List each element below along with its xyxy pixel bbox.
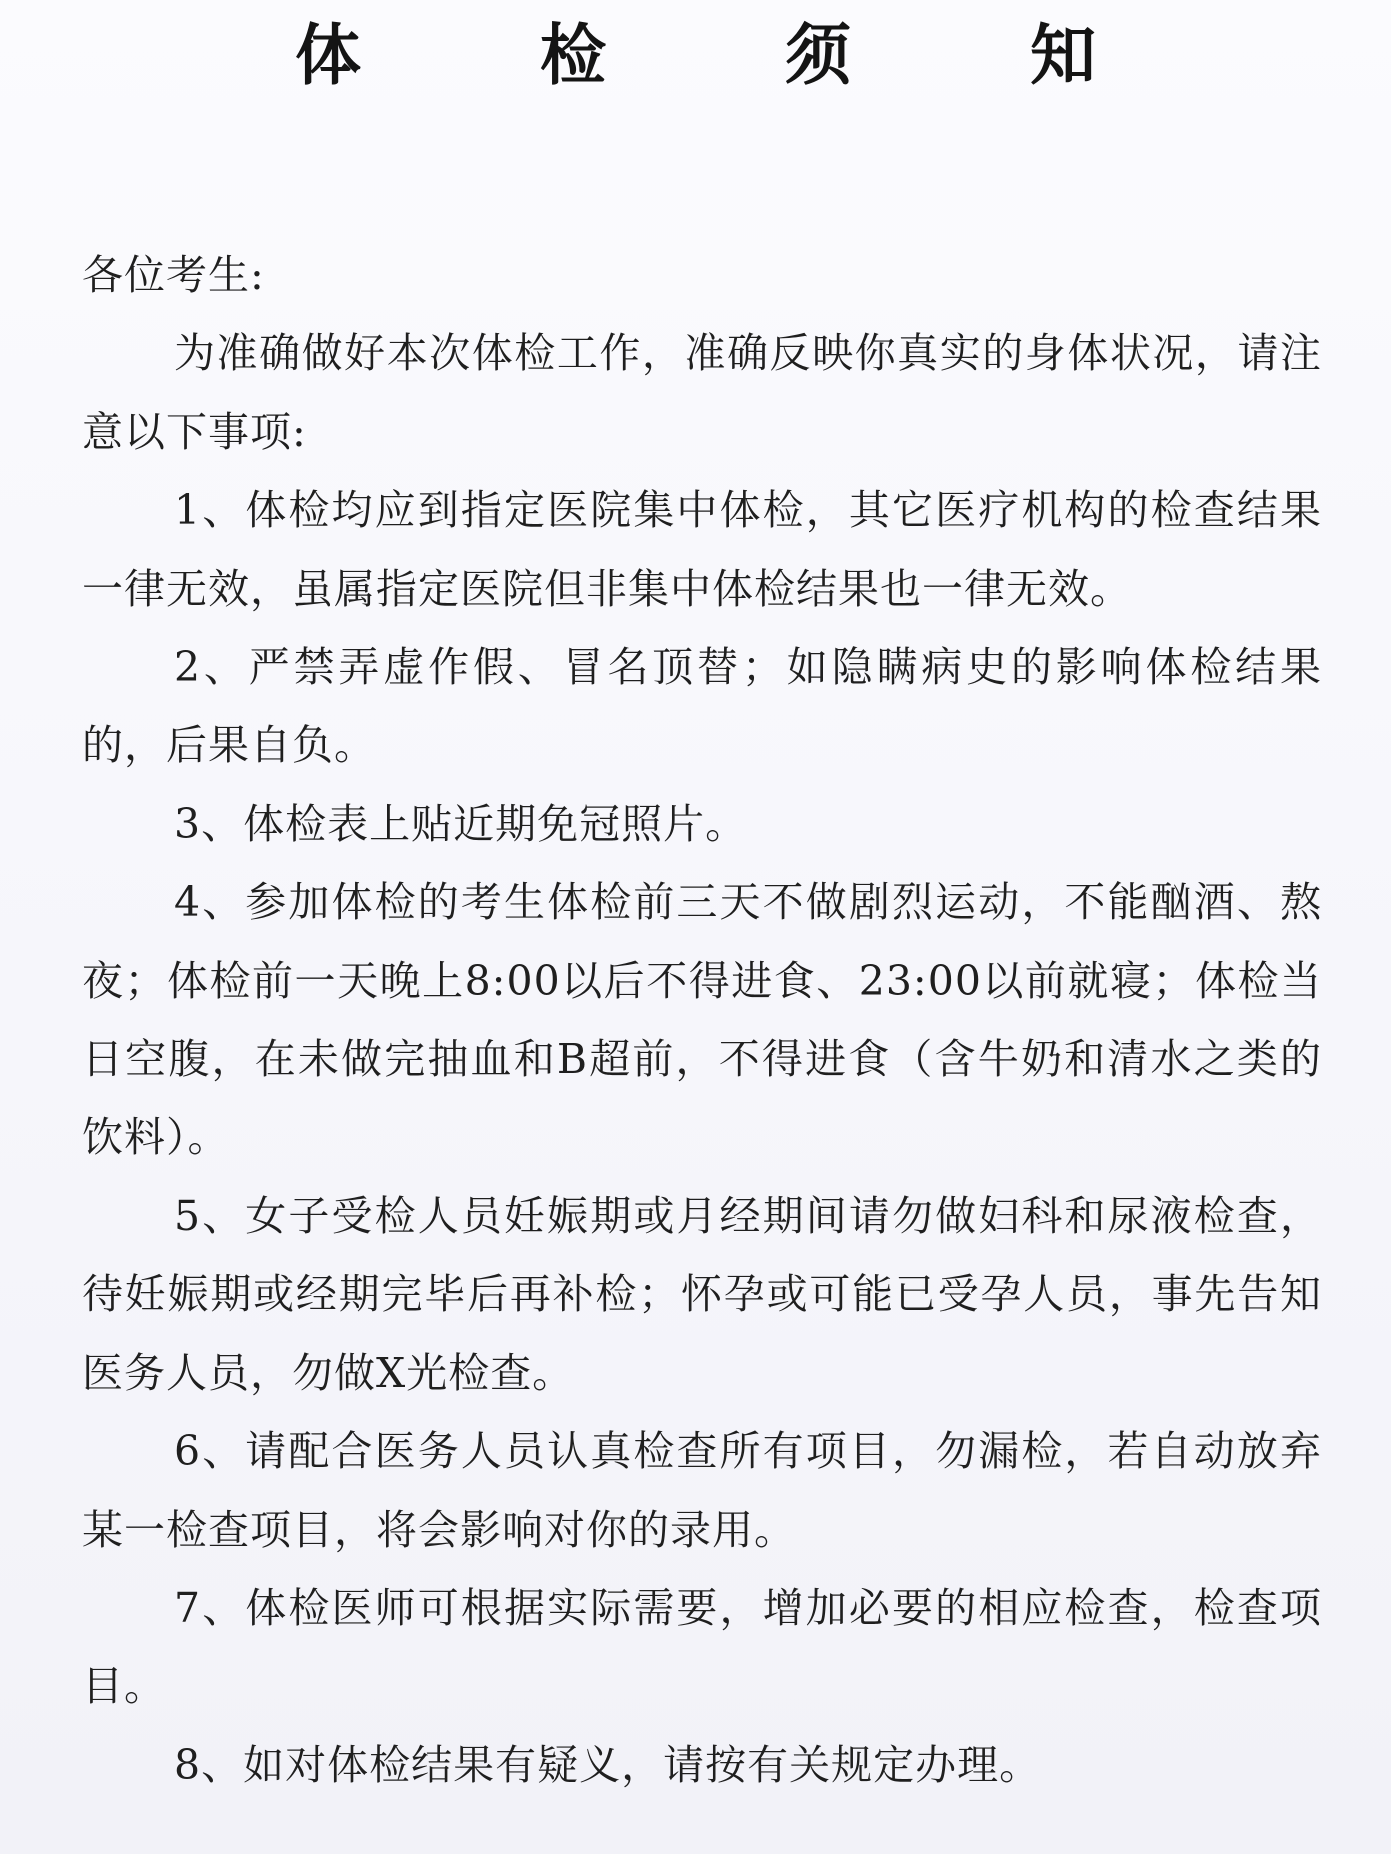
- notice-item-7: 7、体检医师可根据实际需要，增加必要的相应检查，检查项目。: [82, 1583, 1322, 1711]
- salutation: 各位考生:: [82, 251, 265, 299]
- notice-item-3: 3、体检表上贴近期免冠照片。: [174, 799, 748, 848]
- notice-item-8: 8、如对体检结果有疑义，请按有关规定办理。: [174, 1740, 1042, 1789]
- notice-item-5: 5、女子受检人员妊娠期或月经期间请勿做妇科和尿液检查，待妊娠期或经期完毕后再补检；怀孕或可能已受孕人员，事先告知医务人员，勿做X光检查。: [82, 1191, 1322, 1397]
- notice-item-2: 2、严禁弄虚作假、冒名顶替；如隐瞒病史的影响体检结果的，后果自负。: [82, 643, 1322, 770]
- notice-item-4: 4、参加体检的考生体检前三天不做剧烈运动，不能酗酒、熬夜；体检前一天晚上8:00以后不得进食、23:00以前就寝；体检当日空腹，在未做完抽血和B超前，不得进食（含牛奶和清水之类的饮料）。: [82, 878, 1322, 1162]
- document-body: [82, 236, 1322, 1804]
- notice-item-6: 6、请配合医务人员认真检查所有项目，勿漏检，若自动放弃某一检查项目，将会影响对你的录用。: [82, 1427, 1322, 1554]
- intro-paragraph: 为准确做好本次体检工作，准确反映你真实的身体状况，请注意以下事项:: [82, 329, 1322, 456]
- notice-item-1: 1、体检均应到指定医院集中体检，其它医疗机构的检查结果一律无效，虽属指定医院但非集中体检结果也一律无效。: [82, 486, 1322, 613]
- document-title: 体 检 须 知: [295, 17, 1174, 94]
